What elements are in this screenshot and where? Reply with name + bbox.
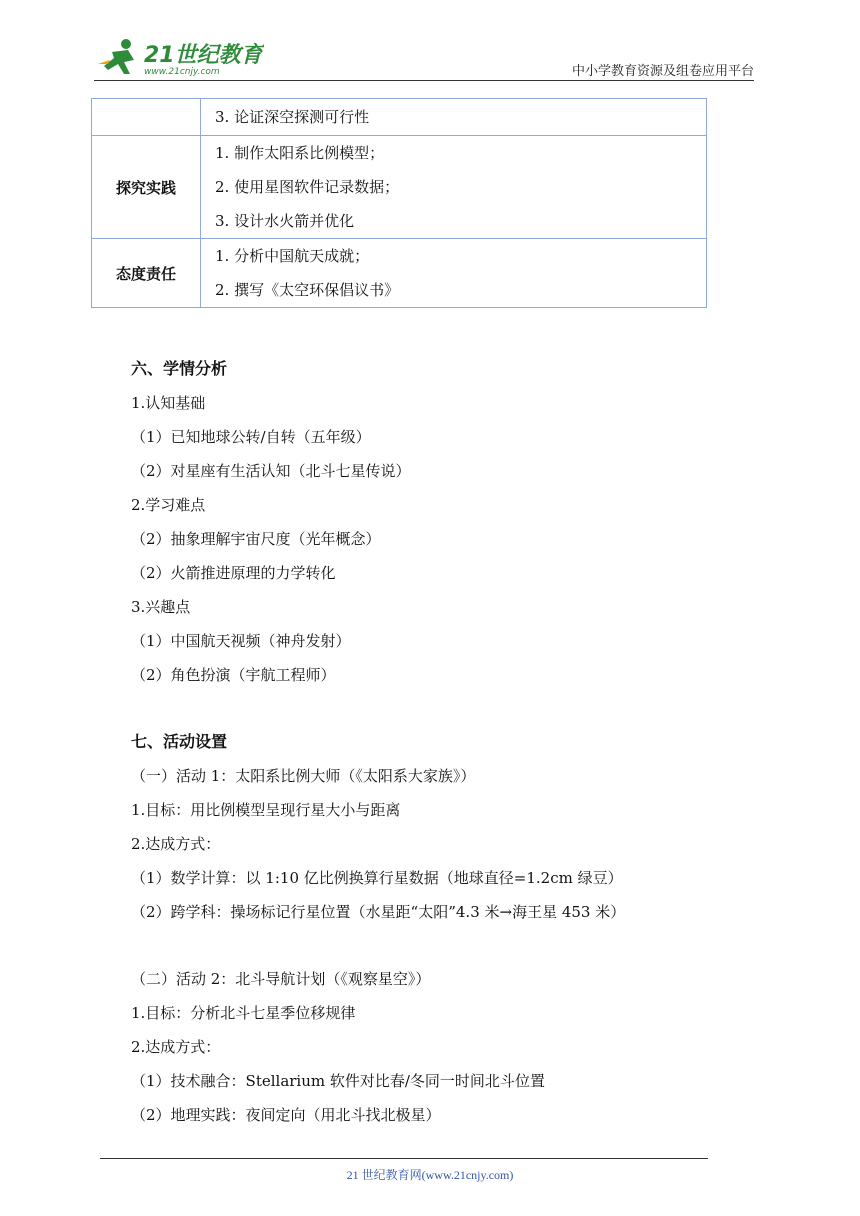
text-line: 1.目标：用比例模型呈现行星大小与距离 (131, 801, 401, 819)
text-line: （1）已知地球公转/自转（五年级） (131, 428, 371, 446)
section-heading: 六、学情分析 (131, 359, 228, 378)
table-item: 1. 分析中国航天成就； (215, 247, 370, 265)
document-body (131, 352, 731, 1132)
text-line: 1.目标：分析北斗七星季位移规律 (131, 1004, 356, 1022)
table-items (201, 99, 707, 136)
text-line: （1）数学计算：以 1:10 亿比例换算行星数据（地球直径=1.2cm 绿豆） (131, 869, 623, 887)
text-line: （2）跨学科：操场标记行星位置（水星距“太阳”4.3 米→海王星 453 米） (131, 903, 626, 921)
text-line: （二）活动 2：北斗导航计划（《观察星空》） (131, 970, 431, 988)
footer-divider (100, 1158, 708, 1159)
text-line: （1）中国航天视频（神舟发射） (131, 632, 351, 650)
table-item: 2. 使用星图软件记录数据； (215, 178, 400, 196)
platform-title: 中小学教育资源及组卷应用平台 (571, 64, 754, 79)
table-items (201, 239, 707, 308)
text-line: （一）活动 1：太阳系比例大师（《太阳系大家族》） (131, 767, 476, 785)
table-item: 3. 设计水火箭并优化 (215, 212, 355, 230)
text-line: （1）技术融合：Stellarium 软件对比春/冬同一时间北斗位置 (131, 1072, 545, 1090)
text-line: 2.达成方式： (131, 835, 221, 853)
text-line: （2）对星座有生活认知（北斗七星传说） (131, 462, 411, 480)
logo-text: 21世纪教育 (144, 43, 263, 68)
site-logo (94, 36, 264, 78)
table-item: 1. 制作太阳系比例模型； (215, 144, 385, 162)
text-line: 1.认知基础 (131, 394, 206, 412)
table-category: 探究实践 (92, 136, 201, 239)
spacer (131, 929, 731, 962)
text-line: 2.达成方式： (131, 1038, 221, 1056)
objectives-table (91, 98, 707, 308)
text-line: （2）地理实践：夜间定向（用北斗找北极星） (131, 1106, 441, 1124)
table-row (92, 99, 707, 136)
spacer (131, 692, 731, 725)
text-line: （2）抽象理解宇宙尺度（光年概念） (131, 530, 381, 548)
table-category (92, 99, 201, 136)
footer-link[interactable]: 21 世纪教育网(www.21cnjy.com) (346, 1168, 514, 1182)
runner-icon (98, 39, 134, 74)
table-items (201, 136, 707, 239)
section-heading: 七、活动设置 (131, 732, 228, 751)
text-line: （2）角色扮演（宇航工程师） (131, 666, 336, 684)
table-category: 态度责任 (92, 239, 201, 308)
text-line: 3.兴趣点 (131, 598, 191, 616)
text-line: （2）火箭推进原理的力学转化 (131, 564, 336, 582)
logo-url: www.21cnjy.com (144, 67, 220, 77)
header-divider (94, 80, 754, 81)
table-row (92, 136, 707, 239)
table-item: 3. 论证深空探测可行性 (215, 108, 370, 126)
text-line: 2.学习难点 (131, 496, 206, 514)
table-item: 2. 撰写《太空环保倡议书》 (215, 281, 400, 299)
table-row (92, 239, 707, 308)
